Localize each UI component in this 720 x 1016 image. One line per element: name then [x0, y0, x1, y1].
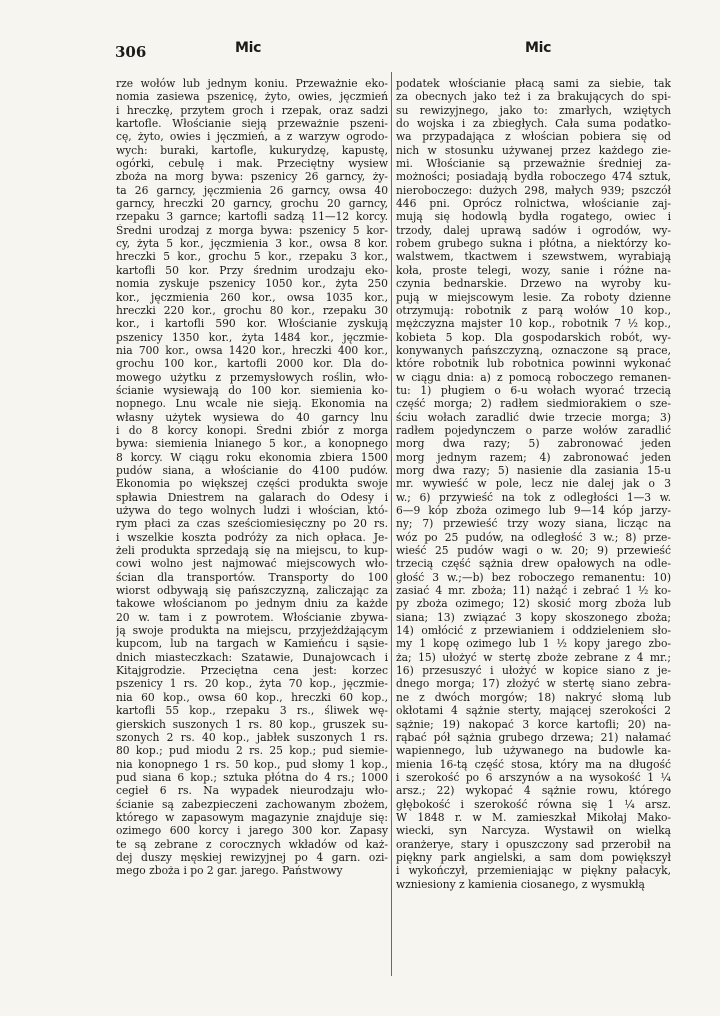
text-line: garncy, hreczki 20 garncy, grochu 20 garncy,: [116, 197, 388, 211]
text-line: ścianie wysiewają do 100 kor. siemienia ko-: [116, 383, 388, 397]
text-line: sążnie; 19) nakopać 3 korce kartofli; 20) na-: [396, 717, 671, 731]
text-line: tu: 1) pługiem o 6-u wołach wyorać trzecią: [396, 383, 671, 397]
text-line: i hreczkę, przytem groch i rzepak, oraz sadzi: [116, 103, 388, 117]
text-line: arsz.; 22) wykopać 4 sążnie rowu, którego: [396, 784, 671, 798]
text-line: dnego morga; 17) złożyć w stertę siano zebra-: [396, 677, 671, 691]
text-line: nomia zyskuje pszenicy 1050 kor., żyta 250: [116, 277, 388, 291]
text-line: wapiennego, lub używanego na budowle ka-: [396, 744, 671, 758]
text-line: wych: buraki, kartofle, kukurydzę, kapustę,: [116, 143, 388, 157]
text-line: wieść 25 pudów wagi o w. 20; 9) przewieść: [396, 544, 671, 558]
text-line: pszenicy 1 rs. 20 kop., żyta 70 kop., jęczmie-: [116, 677, 388, 691]
text-line: radłem pojedynczem o parze wołów zaradlić: [396, 423, 671, 437]
text-line: morg dwa razy; 5) nasienie dla zasiania 15-u: [396, 463, 671, 477]
text-line: ją swoje produkta na miejscu, przyjeżdżającym: [116, 624, 388, 638]
text-line: ny; 7) przewieść trzy wozy siana, licząc na: [396, 517, 671, 531]
text-line: 8 korcy. W ciągu roku ekonomia zbiera 1500: [116, 450, 388, 464]
text-line: ścian dla transportów. Transporty do 100: [116, 570, 388, 584]
text-line: zboża na morg bywa: pszenicy 26 garncy, ży-: [116, 170, 388, 184]
text-line: wiorst odbywają się pańszczyzną, zaliczając za: [116, 584, 388, 598]
text-line: wzniesiony z kamienia ciosanego, z wysmukłą: [396, 877, 645, 891]
running-head-right: Mic: [525, 40, 552, 56]
text-line: W 1848 r. w M. zamieszkał Mikołaj Mako-: [396, 810, 671, 824]
text-line: my 1 kopę ozimego lub 1 ½ kopy jarego zbo-: [396, 637, 671, 651]
text-line: Kitajgrodzie. Przeciętna cena jest: korzec: [116, 664, 388, 678]
text-column-right: [396, 77, 671, 891]
text-line: możności; posiadają bydła roboczego 474 sztuk,: [396, 170, 671, 184]
text-line: część morga; 2) radłem siedmiorakiem o sze-: [396, 397, 671, 411]
text-line: w.; 6) przywieść na tok z odległości 1—3 w.: [396, 490, 671, 504]
text-line: gierskich suszonych 1 rs. 80 kop., gruszek su-: [116, 717, 388, 731]
text-line: 20 w. tam i z powrotem. Włościanie zbywa-: [116, 610, 388, 624]
text-line: 6—9 kóp zboża ozimego lub 9—14 kóp jarzy-: [396, 504, 671, 517]
text-line: spławia Dniestrem na galarach do Odesy i: [116, 490, 388, 504]
text-line: morg jednym razem; 4) zabronować jeden: [396, 450, 671, 464]
text-line: ta 26 garncy, jęczmienia 26 garncy, owsa 40: [116, 183, 388, 197]
text-line: 14) omłócić z przewianiem i oddzieleniem sło-: [396, 624, 671, 638]
text-line: kartofle. Włościanie sieją przeważnie pszeni-: [116, 117, 388, 131]
text-line: otrzymują: robotnik z parą wołów 10 kop.,: [396, 303, 671, 317]
text-line: cegieł 6 rs. Na wypadek nieurodzaju wło-: [116, 784, 388, 798]
text-line: pudów siana, a włościanie do 4100 pudów.: [116, 463, 388, 477]
text-line: używa do tego wolnych ludzi i włościan, któ-: [116, 504, 388, 517]
text-line: robem grubego sukna i płótna, a niektórzy ko-: [396, 237, 671, 251]
text-line: nomia zasiewa pszenicę, żyto, owies, jęczmień: [116, 90, 388, 104]
text-line: mr. wywieść w pole, lecz nie dalej jak o 3: [396, 477, 671, 491]
text-line: do wojska i za zbiegłych. Cała suma podatko-: [396, 117, 671, 131]
text-line: nopnego. Lnu wcale nie sieją. Ekonomia na: [116, 397, 388, 411]
text-line: hreczki 5 kor., grochu 5 kor., rzepaku 3 kor.,: [116, 250, 388, 264]
text-line: trzody, dalej uprawą sadów i ogrodów, wy-: [396, 223, 671, 237]
text-line: py zboża ozimego; 12) skosić morg zboża lub: [396, 597, 671, 611]
text-line: su rewizyjnego, jako to: zmarłych, wziętych: [396, 103, 671, 117]
text-line: 16) przesuszyć i ułożyć w kopice siano z je-: [396, 664, 671, 678]
text-line: głębokość i szerokość równa się 1 ¼ arsz.: [396, 797, 671, 811]
text-line: nia konopnego 1 rs. 50 kop., pud słomy 1 kop.,: [116, 757, 388, 771]
text-line: Średni urodzaj z morga bywa: pszenicy 5 kor-: [116, 223, 388, 237]
text-line: cowi wolno jest najmować miejscowych wło-: [116, 557, 388, 571]
text-line: mężczyzna majster 10 kop., robotnik 7 ½ kop.,: [396, 317, 671, 331]
text-line: mego zboża i po 2 gar. jarego. Państwowy: [116, 864, 343, 878]
text-line: wóz po 25 pudów, na odległość 3 w.; 8) prze-: [396, 530, 671, 544]
text-line: w ciągu dnia: a) z pomocą roboczego remanen-: [396, 370, 671, 384]
text-line: ścianie są zabezpieczeni zachowanym zbożem,: [116, 797, 388, 811]
text-line: i szerokość po 6 arszynów a na wysokość 1 ¼: [396, 770, 671, 784]
page-header: [0, 40, 720, 67]
text-line: nia 60 kop., owsa 60 kop., hreczki 60 kop.,: [116, 690, 388, 704]
text-line: cy, żyta 5 kor., jęczmienia 3 kor., owsa 8 kor.: [116, 237, 388, 251]
text-line: mowego użytku z przemysłowych roślin, wło-: [116, 370, 388, 384]
text-line: którego w zapasowym magazynie znajduje się:: [116, 810, 388, 824]
text-line: kartofli 50 kor. Przy średnim urodzaju eko-: [116, 263, 388, 277]
text-line: ogórki, cebulę i mak. Przeciętny wysiew: [116, 157, 388, 171]
text-line: szonych 2 rs. 40 kop., jabłek suszonych 1 rs.: [116, 730, 388, 744]
text-line: konywanych pańszczyzną, oznaczone są prace,: [396, 343, 671, 357]
text-line: hreczki 220 kor., grochu 80 kor., rzepaku 30: [116, 303, 388, 317]
text-line: dej duszy męskiej rewizyjnej po 4 garn. ozi-: [116, 850, 388, 864]
text-line: kobieta 5 kop. Dla gospodarskich robót, wy-: [396, 330, 671, 344]
text-line: wa przypadająca z włościan pobiera się od: [396, 130, 671, 144]
text-line: czynia bednarskie. Drzewo na wyroby ku-: [396, 277, 671, 291]
text-line: nieroboczego: dużych 298, małych 939; pszczół: [396, 183, 671, 197]
text-line: nia 700 kor., owsa 1420 kor., hreczki 400 kor.,: [116, 343, 388, 357]
text-line: podatek włościanie płacą sami za siebie, tak: [396, 77, 671, 90]
text-line: pują w miejscowym lesie. Za roboty dzienne: [396, 290, 671, 304]
text-line: walstwem, tkactwem i szewstwem, wyrabiają: [396, 250, 671, 264]
text-line: rzepaku 3 garnce; kartofli sadzą 11—12 korcy.: [116, 210, 388, 224]
page-number: 306: [115, 43, 147, 61]
text-line: trzecią część sążnia drew opałowych na odle-: [396, 557, 671, 571]
text-line: kor., jęczmienia 260 kor., owsa 1035 kor.,: [116, 290, 388, 304]
text-line: i wykończył, przemieniając w piękny pałacyk,: [396, 864, 671, 878]
text-line: rym płaci za czas sześciomiesięczny po 20 rs.: [116, 517, 388, 531]
text-line: mi. Włościanie są przeważnie średniej za-: [396, 157, 671, 171]
text-line: które robotnik lub robotnica powinni wykonać: [396, 357, 671, 371]
text-line: te są zebrane z corocznych wkładów od każ-: [116, 837, 388, 851]
column-divider: [391, 72, 392, 976]
text-line: rąbać pół sążnia grubego drzewa; 21) nałamać: [396, 730, 671, 744]
text-line: ściu wołach zaradlić dwie trzecie morga; 3): [396, 410, 671, 424]
text-line: siana; 13) związać 3 kopy skoszonego zboża;: [396, 610, 671, 624]
text-line: oranżerye, stary i opuszczony sad przerobił na: [396, 837, 671, 851]
text-line: piękny park angielski, a sam dom powiększył: [396, 850, 671, 864]
text-line: okłotami 4 sążnie sterty, mającej szerokości 2: [396, 704, 671, 718]
text-line: grochu 100 kor., kartofli 2000 kor. Dla do-: [116, 357, 388, 371]
text-line: 80 kop.; pud miodu 2 rs. 25 kop.; pud siemie-: [116, 744, 388, 758]
text-line: cę, żyto, owies i jęczmień, a z warzyw ogrodo-: [116, 130, 388, 144]
text-line: głość 3 w.;—b) bez roboczego remanentu: 10): [396, 570, 671, 584]
text-line: mienia 16-tą część stosa, który ma na długość: [396, 757, 671, 771]
text-line: wiecki, syn Narcyza. Wystawił on wielką: [396, 824, 671, 838]
text-line: zasiać 4 mr. zboża; 11) nażąć i zebrać 1 ½ ko-: [396, 584, 671, 598]
text-line: pszenicy 1350 kor., żyta 1484 kor., jęczmie-: [116, 330, 388, 344]
text-column-left: [116, 77, 388, 878]
text-line: bywa: siemienia lnianego 5 kor., a konopnego: [116, 437, 388, 451]
text-line: morg dwa razy; 5) zabronować jeden: [396, 437, 671, 451]
text-line: kor., i kartofli 590 kor. Włościanie zyskują: [116, 317, 388, 331]
text-line: ża; 15) ułożyć w stertę zboże zebrane z 4 mr.;: [396, 650, 671, 664]
text-line: koła, proste telegi, wozy, sanie i różne na-: [396, 263, 671, 277]
text-line: kartofli 55 kop., rzepaku 3 rs., śliwek wę-: [116, 704, 388, 718]
text-line: i do 8 korcy konopi. Średni zbiór z morga: [116, 423, 388, 437]
running-head-left: Mic: [235, 40, 262, 56]
text-line: i wszelkie koszta podróży za nich opłaca. Je-: [116, 530, 388, 544]
text-line: ozimego 600 korcy i jarego 300 kor. Zapasy: [116, 824, 388, 838]
text-line: kupcom, lub na targach w Kamieńcu i sąsie-: [116, 637, 388, 651]
text-line: rze wołów lub jednym koniu. Przeważnie eko-: [116, 77, 388, 90]
text-line: pud siana 6 kop.; sztuka płótna do 4 rs.; 1000: [116, 770, 388, 784]
text-line: nich w stosunku używanej przez każdego zie-: [396, 143, 671, 157]
text-line: żeli produkta sprzedają się na miejscu, to kup-: [116, 544, 388, 558]
text-line: takowe włościanom po jednym dniu za każde: [116, 597, 388, 611]
text-line: Ekonomia po większej części produkta swoje: [116, 477, 388, 491]
text-line: własny użytek wysiewa do 40 garncy lnu: [116, 410, 388, 424]
text-line: 446 pni. Oprócz rolnictwa, włościanie zaj-: [396, 197, 671, 211]
text-line: za obecnych jako też i za brakujących do spi-: [396, 90, 671, 104]
text-line: ne z dwóch morgów; 18) nakryć słomą lub: [396, 690, 671, 704]
text-line: mują się hodowlą bydła rogatego, owiec i: [396, 210, 671, 224]
text-line: dnich miasteczkach: Szatawie, Dunajowcach i: [116, 650, 388, 664]
